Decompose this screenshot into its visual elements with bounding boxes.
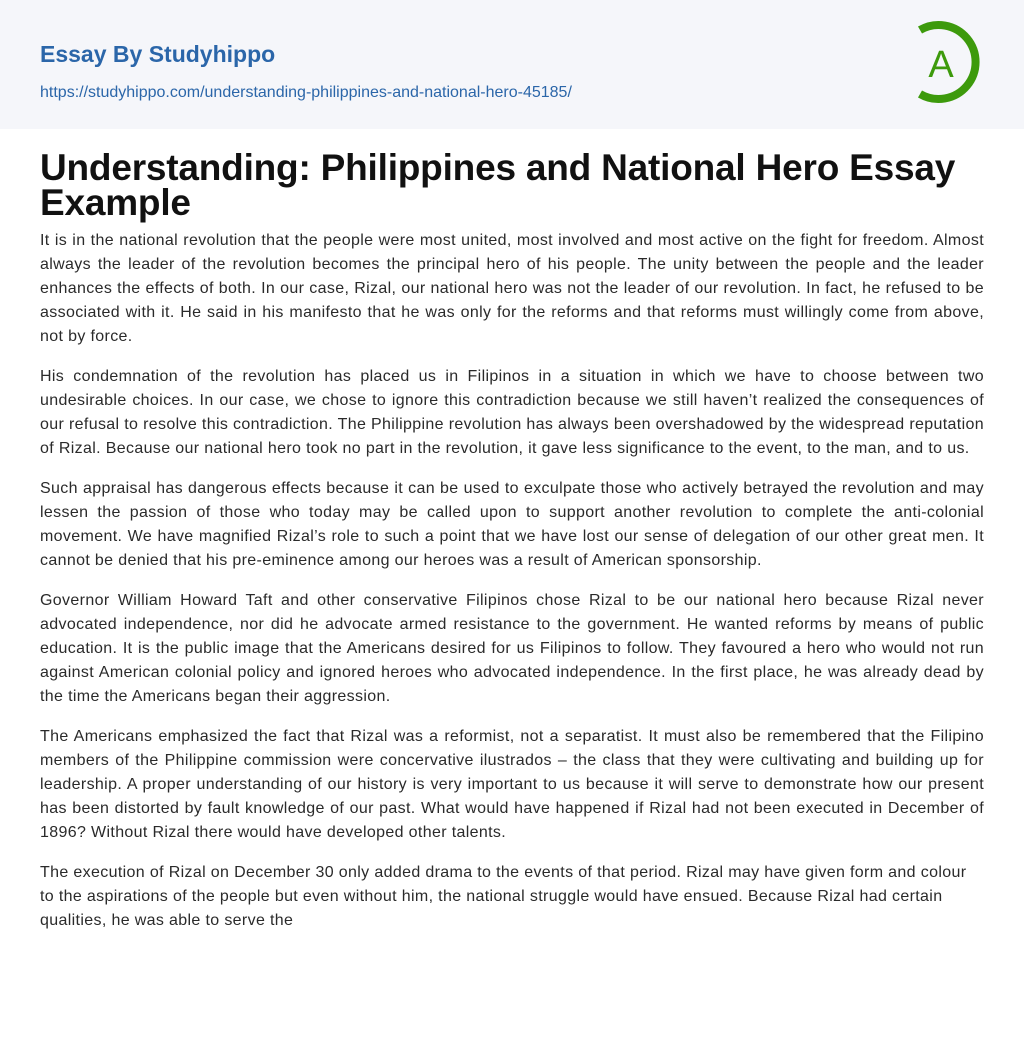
paragraph: Such appraisal has dangerous effects because it can be used to exculpate those who actively betrayed the revolution and may lessen the passion of those who today may be called upon to support another revolution to complete the anti-colonial movement. We have magnified Rizal’s role to such a point that we have lost our sense of delegation of our other great men. It cannot be denied that his pre-eminence among our heroes was a result of American sponsorship. (40, 480, 984, 569)
essay-url-link[interactable]: https://studyhippo.com/understanding-philippines-and-national-hero-45185/ (40, 84, 572, 101)
studyhippo-logo[interactable] (912, 18, 988, 106)
svg-text:A: A (928, 44, 954, 86)
paragraph: His condemnation of the revolution has placed us in Filipinos in a situation in which we have to choose between two undesirable choices. In our case, we chose to ignore this contradiction because we still haven’t realized the consequences of our refusal to resolve this contradiction. The Philippine revolution has always been overshadowed by the widespread reputation of Rizal. Because our national hero took no part in the revolution, it gave less significance to the event, to the man, and to us. (40, 368, 984, 457)
brand-title: Essay By Studyhippo (40, 41, 276, 67)
paragraph: The Americans emphasized the fact that Rizal was a reformist, not a separatist. It must also be remembered that the Filipino members of the Philippine commission were concervative ilustrados – the class that they were cultivating and building up for leadership. A proper understanding of our history is very important to us because it will serve to demonstrate how our present has been distorted by fault knowledge of our past. What would have happened if Rizal had not been executed in December of 1896? Without Rizal there would have developed other talents. (40, 728, 984, 841)
site-header (0, 0, 1024, 129)
paragraph: It is in the national revolution that the people were most united, most involved and most active on the fight for freedom. Almost always the leader of the revolution becomes the principal hero of his people. The unity between the people and the leader enhances the effects of both. In our case, Rizal, our national hero was not the leader of our revolution. In fact, he refused to be associated with it. He said in his manifesto that he was only for the reforms and that reforms must willingly come from above, not by force. (40, 232, 984, 345)
logo-icon (912, 18, 988, 106)
paragraph: Governor William Howard Taft and other conservative Filipinos chose Rizal to be our national hero because Rizal never advocated independence, nor did he advocate armed resistance to the government. He wanted reforms by means of public education. It is the public image that the Americans desired for us Filipinos to follow. They favoured a hero who would not run against American colonial policy and ignored heroes who advocated independence. In the first place, he was already dead by the time the Americans began their aggression. (40, 592, 984, 705)
essay-body (40, 229, 984, 949)
paragraph: The execution of Rizal on December 30 only added drama to the events of that period. Rizal may have given form and colour to the aspirations of the people but even without him, the national struggle would have ensued. Because Rizal had certain qualities, he was able to serve the (40, 864, 967, 929)
page-title: Understanding: Philippines and National Hero Essay Example (40, 147, 956, 223)
